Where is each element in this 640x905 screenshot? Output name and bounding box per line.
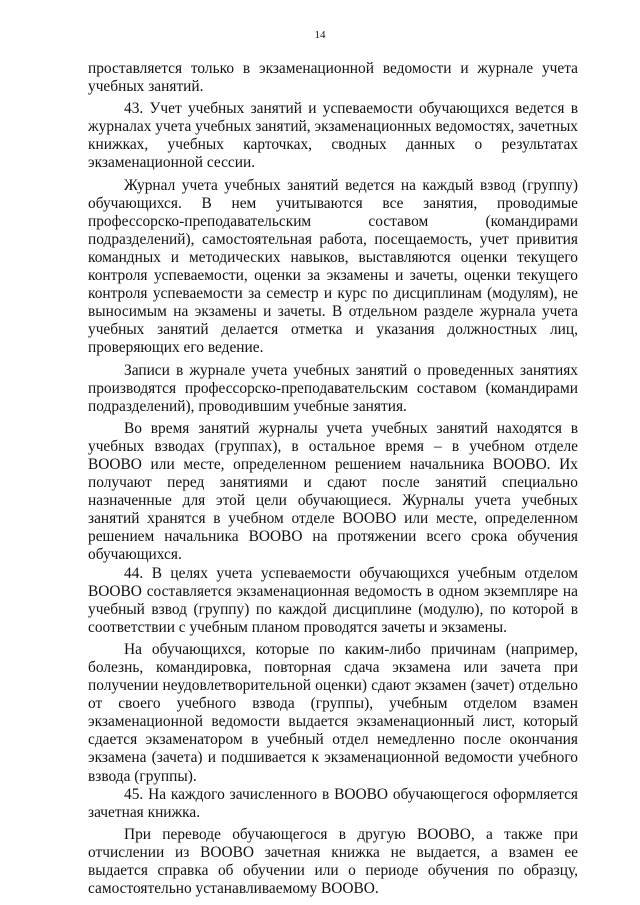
paragraph-item-44: 44. В целях учета успеваемости обучающихся учебным отделом ВООВО составляется экзаменационная ведомость в одном экземпляре на учебный взвод (группу) по каждой дисциплине (модулю), по которой в соответствии с учебным планом проводятся зачеты и экзамены. [88,564,578,636]
paragraph-journal-records: Записи в журнале учета учебных занятий о проведенных занятиях производятся профессорско-преподавательским составом (командирами подразделений), проводившим учебные занятия. [88,361,578,415]
paragraph-item-43: 43. Учет учебных занятий и успеваемости обучающихся ведется в журналах учета учебных занятий, экзаменационных ведомостях, зачетных книжках, учебных карточках, сводных данных о результатах экзаменационной сессии. [88,100,578,172]
paragraph-transfer: При переводе обучающегося в другую ВООВО, а также при отчислении из ВООВО зачетная книжка не выдается, а взамен ее выдается справка об обучении или о периоде обучения по образцу, самостоятельно устанавливаемому ВООВО. [88,825,578,898]
paragraph-journal-description: Журнал учета учебных занятий ведется на каждый взвод (группу) обучающихся. В нем учитываются все занятия, проводимые профессорско-преподавательским составом (командирами подразделений), самостоятельная работа, посещаемость, учет привития командных и методических навыков, выставляются оценки текущего контроля успеваемости, оценки за экзамены и зачеты, оценки текущего контроля успеваемости за семестр и курс по дисциплинам (модулям), не выносимым на экзамены и зачеты. В отдельном разделе журнала учета учебных занятий делается отметка и указания должностных лиц, проверяющих его ведение. [88,176,578,357]
page-number: 14 [314,29,326,41]
paragraph-item-45: 45. На каждого зачисленного в ВООВО обучающегося оформляется зачетная книжка. [88,785,578,821]
paragraph-journal-storage: Во время занятий журналы учета учебных занятий находятся в учебных взводах (группах), в остальное время – в учебном отделе ВООВО или месте, определенном решением начальника ВООВО. Их получают перед занятиями и сдают после занятий специально назначенные для этой цели обучающиеся. Журналы учета учебных занятий хранятся в учебном отделе ВООВО или месте, определенном решением начальника ВООВО на протяжении всего срока обучения обучающихся. [88,419,578,564]
document-body [88,60,578,898]
paragraph-exam-sheet: На обучающихся, которые по каким-либо причинам (например, болезнь, командировка, повторная сдача экзамена или зачета при получении неудовлетворительной оценки) сдают экзамен (зачет) отдельно от своего учебного взвода (группы), учебным отделом взамен экзаменационной ведомости выдается экзаменационный лист, который сдается экзаменатором в учебный отдел немедленно после окончания экзамена (зачета) и подшивается к экзаменационной ведомости учебного взвода (группы). [88,640,578,785]
paragraph-continuation: проставляется только в экзаменационной ведомости и журнале учета учебных занятий. [88,60,578,96]
